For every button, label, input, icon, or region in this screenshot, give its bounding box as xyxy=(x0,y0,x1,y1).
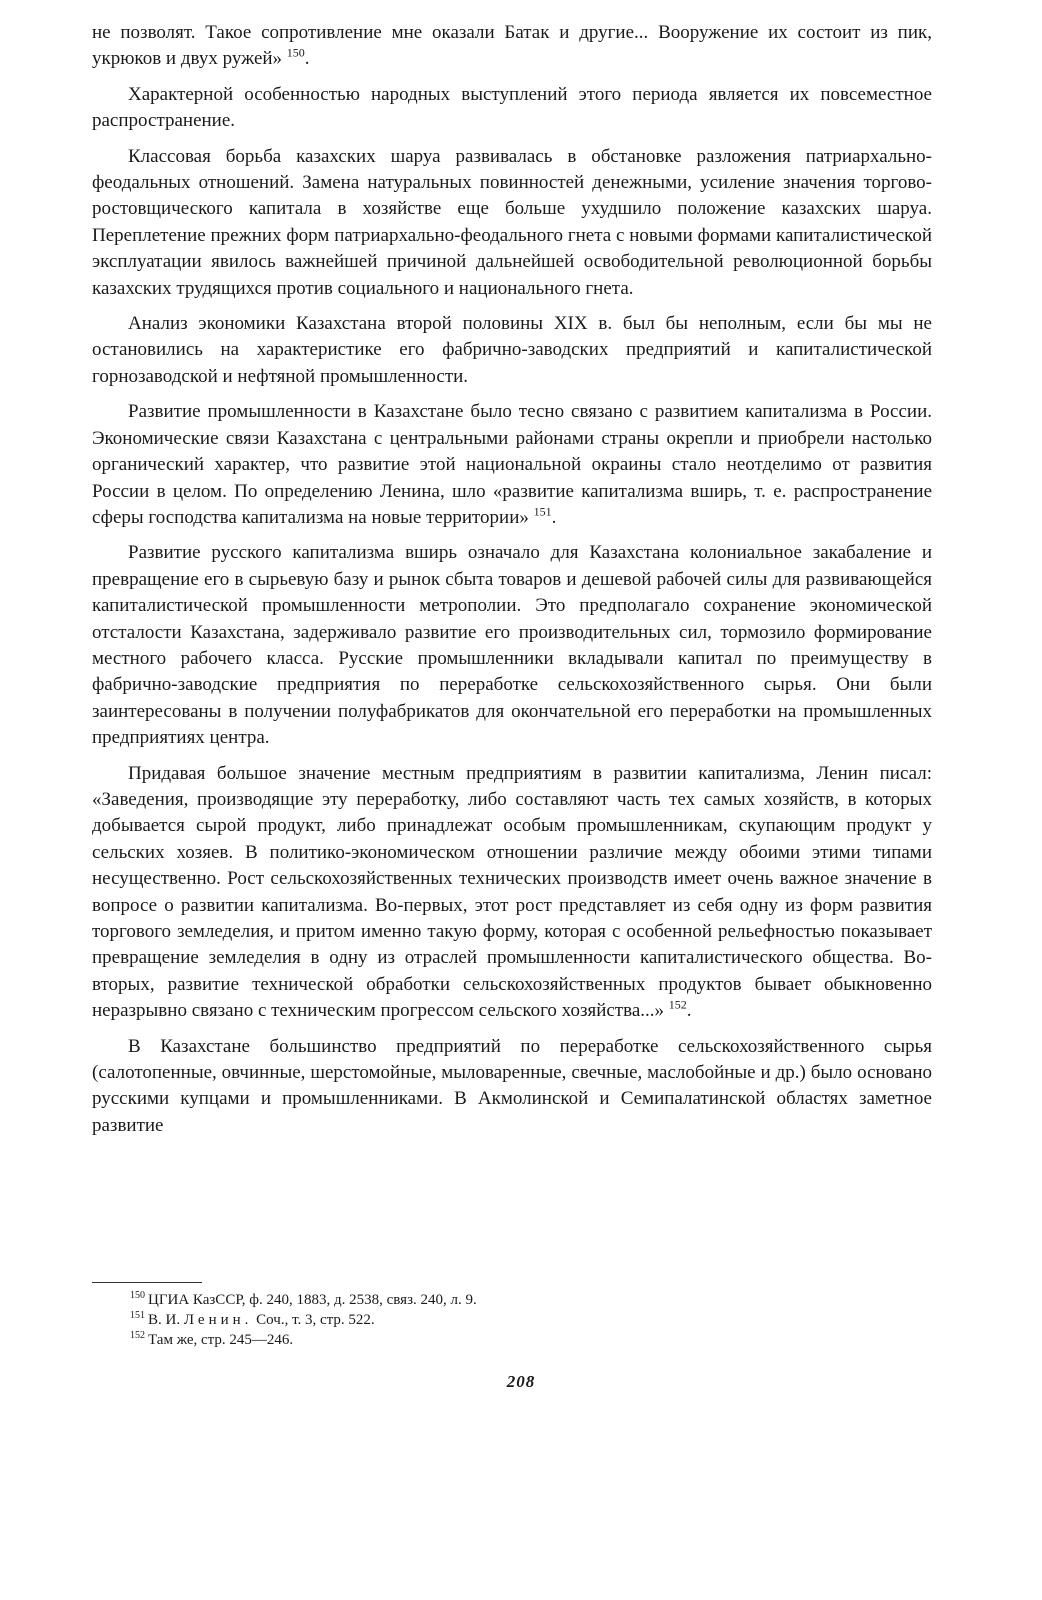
paragraph-6 xyxy=(92,761,932,1025)
paragraph-end-mark: . xyxy=(686,1000,692,1022)
paragraph-5 xyxy=(92,540,932,751)
footnote-ref-150[interactable]: 150 xyxy=(286,46,305,61)
paragraph-end-mark: . xyxy=(551,506,557,528)
paragraph-end-mark: . xyxy=(304,48,310,70)
footnote-text: В. И. xyxy=(148,1312,181,1328)
footnotes xyxy=(130,1290,830,1350)
paragraph-text: не позволят. Такое сопротивление мне оказали Батак и другие... Вооружение их состоит из пик, укрюков и двух ружей» xyxy=(92,22,932,70)
paragraph-3 xyxy=(92,311,932,390)
footnote-number: 150 xyxy=(130,1290,145,1301)
footnote-number: 151 xyxy=(130,1310,145,1321)
footnote-152 xyxy=(130,1330,830,1350)
footnote-ref-152[interactable]: 152 xyxy=(668,997,687,1012)
page-body xyxy=(92,20,932,1148)
footnote-150 xyxy=(130,1290,830,1310)
footnote-text: Там же, стр. 245—246. xyxy=(148,1332,294,1348)
paragraph-1 xyxy=(92,82,932,135)
footnote-author: Ленин. xyxy=(183,1312,253,1328)
footnote-divider xyxy=(92,1282,202,1283)
paragraph-text: Развитие промышленности в Казахстане было тесно связано с развитием капитализма в России. Экономические связи Казахстана с центральными районами страны окрепли и приобрели настолько органический характер, что развитие этой национальной окраины стало неотделимо от развития России в целом. По определению Ленина, шло «развитие капитализма вширь, т. е. распространение сферы господства капитализма на новые территории» xyxy=(92,401,932,528)
page-number: 208 xyxy=(506,1372,536,1391)
paragraph-text: Характерной особенностью народных выступлений этого периода является их повсеместное распространение. xyxy=(92,83,932,132)
footnote-source: Соч., т. 3, стр. 522. xyxy=(256,1312,375,1328)
footnote-text: ЦГИА КазССР, ф. 240, 1883, д. 2538, связ. 240, л. 9. xyxy=(148,1292,477,1308)
paragraph-text: Анализ экономики Казахстана второй половины XIX в. был бы неполным, если бы мы не остановились на характеристике его фабрично-заводских предприятий и капиталистической горнозаводской и нефтяной промышленности. xyxy=(92,313,932,387)
paragraph-7 xyxy=(92,1034,932,1140)
paragraph-text: Придавая большое значение местным предприятиям в развитии капитализма, Ленин писал: «Заведения, производящие эту переработку, либо составляют часть тех самых хозяйств, в которых добывается сырой продукт, либо принадлежат особым промышленникам, скупающим продукт у сельских хозяев. В политико-экономическом отношении различие между обоими этими типами несущественно. Рост сельскохозяйственных технических производств имеет очень важное значение в вопросе о развитии капитализма. Во-первых, этот рост представляет из себя одну из форм развития торгового земледелия, и притом именно такую форму, которая с особенной рельефностью показывает превращение земледелия в одну из отраслей промышленности капиталистического общества. Во-вторых, развитие технической обработки сельскохозяйственных продуктов бывает обыкновенно неразрывно связано с техническим прогрессом сельского хозяйства...» xyxy=(92,762,932,1022)
footnote-151 xyxy=(130,1310,830,1330)
paragraph-4 xyxy=(92,399,932,531)
paragraph-text: Классовая борьба казахских шаруа развивалась в обстановке разложения патриархально-феодальных отношений. Замена натуральных повинностей денежными, усиление значения торгово-ростовщического капитала в хозяйстве еще больше ухудшило положение казахских шаруа. Переплетение прежних форм патриархально-феодального гнета с новыми формами капиталистической эксплуатации явилось важнейшей причиной дальнейшей освободительной революционной борьбы казахских трудящихся против социального и национального гнета. xyxy=(92,145,932,299)
paragraph-2 xyxy=(92,144,932,302)
footnote-number: 152 xyxy=(130,1330,145,1341)
footnote-ref-151[interactable]: 151 xyxy=(533,504,552,519)
paragraph-text: В Казахстане большинство предприятий по переработке сельскохозяйственного сырья (салотопенные, овчинные, шерстомойные, мыловаренные, свечные, маслобойные и др.) было основано русскими купцами и промышленниками. В Акмолинской и Семипалатинской областях заметное развитие xyxy=(92,1035,932,1136)
paragraph-0 xyxy=(92,20,932,73)
paragraph-text: Развитие русского капитализма вширь означало для Казахстана колониальное закабаление и превращение его в сырьевую базу и рынок сбыта товаров и дешевой рабочей силы для развивающейся капиталистической промышленности метрополии. Это предполагало сохранение экономической отсталости Казахстана, задерживало развитие его производительных сил, тормозило формирование местного рабочего класса. Русские промышленники вкладывали капитал по преимуществу в фабрично-заводские предприятия по переработке сельскохозяйственного сырья. Они были заинтересованы в получении полуфабрикатов для окончательной его переработки на промышленных предприятиях центра. xyxy=(92,542,932,749)
